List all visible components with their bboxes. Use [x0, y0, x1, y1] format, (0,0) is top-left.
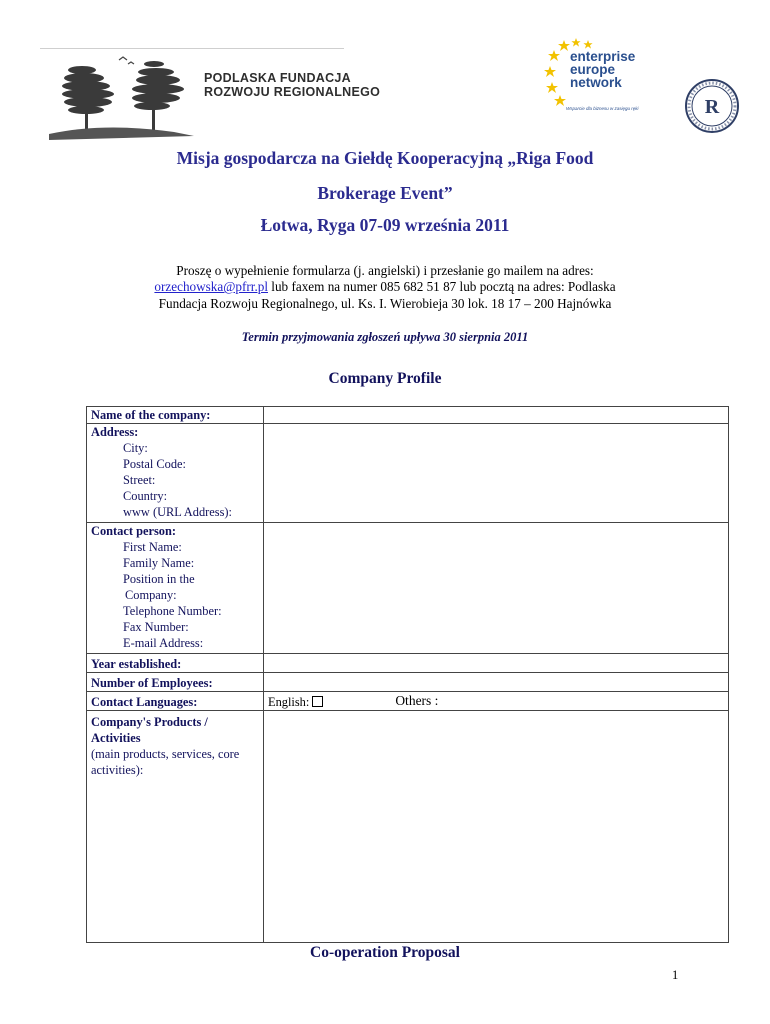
fax-label: Fax Number:	[123, 620, 189, 634]
contact-person-label: Contact person:	[91, 524, 177, 538]
family-name-label: Family Name:	[123, 556, 195, 570]
company-name-label: Name of the company:	[87, 407, 264, 424]
pfrr-org-name	[204, 71, 380, 99]
header-rule	[40, 48, 344, 49]
table-row	[87, 692, 729, 711]
cooperation-proposal-heading: Co-operation Proposal	[310, 944, 460, 961]
contact-email-link[interactable]: orzechowska@pfrr.pl	[154, 279, 268, 294]
page-title-line1: Misja gospodarcza na Giełdę Kooperacyjną „Riga Food	[176, 148, 594, 168]
street-label: Street:	[123, 473, 156, 487]
company-profile-heading: Company Profile	[328, 370, 442, 387]
table-row	[87, 673, 729, 692]
english-checkbox[interactable]	[312, 696, 323, 707]
table-row	[87, 711, 729, 943]
seal-letter: R	[704, 96, 720, 118]
position-label: Position in the	[123, 572, 195, 586]
een-wordmark	[570, 50, 635, 89]
contact-languages-field	[264, 692, 729, 711]
products-label-line2: Activities	[91, 731, 141, 745]
deadline-note: Termin przyjmowania zgłoszeń upływa 30 sierpnia 2011	[241, 330, 529, 344]
postal-code-label: Postal Code:	[123, 457, 186, 471]
table-row	[87, 523, 729, 654]
english-label: English:	[268, 695, 310, 709]
pfrr-org-name-line1: PODLASKA FUNDACJA	[204, 71, 352, 85]
address-label: Address:	[91, 425, 139, 439]
year-established-field[interactable]	[264, 654, 729, 673]
position-label-cont: Company:	[125, 588, 177, 602]
page-title-line3: Łotwa, Ryga 07-09 września 2011	[260, 215, 510, 235]
page-number: 1	[672, 968, 679, 982]
seal-icon	[684, 78, 740, 134]
products-label-line1: Company's Products /	[91, 715, 208, 729]
intro-line2	[0, 279, 770, 295]
first-name-label: First Name:	[123, 540, 182, 554]
seal-logo	[684, 78, 740, 134]
een-line1: enterprise	[570, 49, 636, 64]
table-row	[87, 654, 729, 673]
een-tagline: Wsparcie dla biznesu w zasięgu ręki	[566, 106, 639, 111]
page-title-line2: Brokerage Event”	[317, 183, 453, 203]
pfrr-org-name-line2: ROZWOJU REGIONALNEGO	[204, 85, 381, 99]
intro-line3: Fundacja Rozwoju Regionalnego, ul. Ks. I. Wierobieja 30 lok. 18 17 – 200 Hajnówka	[158, 296, 612, 311]
een-line2: europe	[570, 62, 616, 77]
address-label-cell	[87, 424, 264, 523]
www-label: www (URL Address):	[123, 505, 232, 519]
company-name-field[interactable]	[264, 407, 729, 424]
intro-line1: Proszę o wypełnienie formularza (j. angielski) i przesłanie go mailem na adres:	[176, 263, 594, 278]
others-label: Others :	[395, 693, 439, 708]
contact-person-field[interactable]	[264, 523, 729, 654]
contact-label-cell	[87, 523, 264, 654]
contact-languages-label: Contact Languages:	[87, 692, 264, 711]
pfrr-trees-icon	[44, 52, 204, 144]
table-row	[87, 407, 729, 424]
year-established-label: Year established:	[87, 654, 264, 673]
products-hint: (main products, services, core activities):	[91, 747, 240, 777]
employees-label: Number of Employees:	[87, 673, 264, 692]
products-label-cell	[87, 711, 264, 943]
table-row	[87, 424, 729, 523]
intro-line2-rest: lub faxem na numer 085 682 51 87 lub pocztą na adres: Podlaska	[268, 279, 616, 294]
telephone-label: Telephone Number:	[123, 604, 222, 618]
country-label: Country:	[123, 489, 168, 503]
company-profile-table	[86, 406, 729, 943]
een-line3: network	[570, 75, 622, 90]
products-field[interactable]	[264, 711, 729, 943]
employees-field[interactable]	[264, 673, 729, 692]
email-label: E-mail Address:	[123, 636, 204, 650]
address-field[interactable]	[264, 424, 729, 523]
city-label: City:	[123, 441, 148, 455]
